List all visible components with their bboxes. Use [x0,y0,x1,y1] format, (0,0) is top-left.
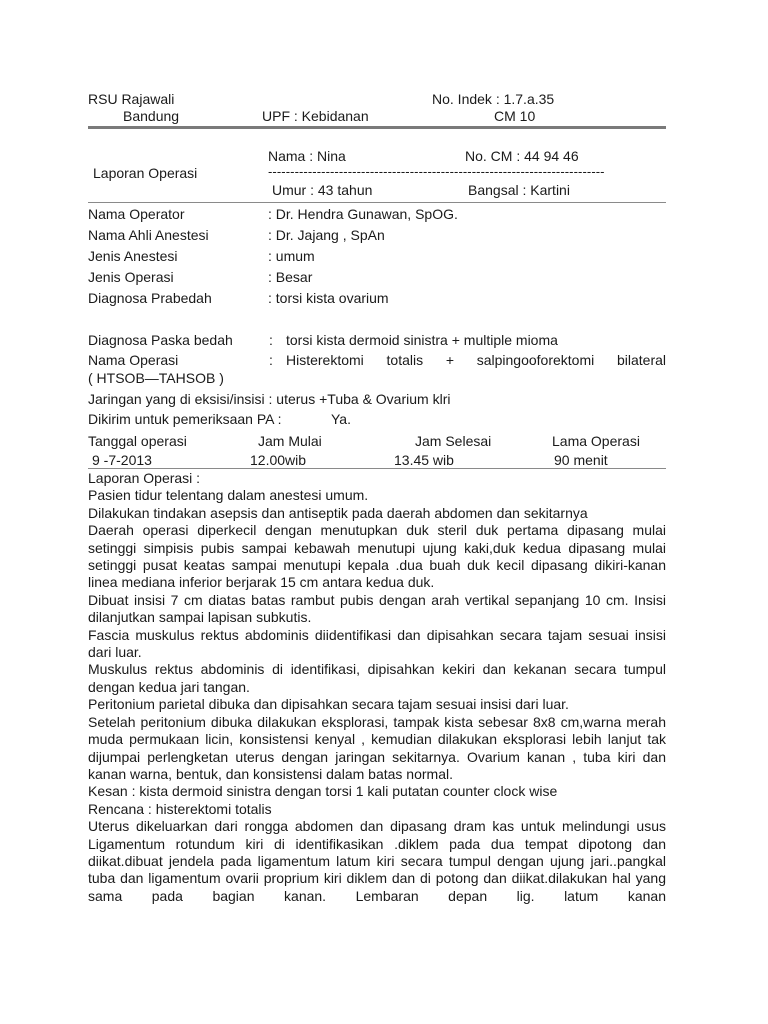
patient-cm-number: No. CM : 44 94 46 [465,148,579,164]
report-paragraph: Fascia muskulus rektus abdominis diidentifikasi dan dipisahkan secara tajam sesuai insisi dari luar. [88,626,666,661]
operation-name-value: Histerektomi totalis + salpingooforektomi bilateral [286,352,666,368]
report-body [88,470,666,905]
patient-name: Nama : Nina [268,148,346,164]
post-diagnosis-label: Diagnosa Paska bedah [88,332,233,348]
report-paragraph: Setelah peritonium dibuka dilakukan eksplorasi, tampak kista sebesar 8x8 cm,warna merah muda permukaan licin, konsistensi kenyal , kemudian dilakukan eksplorasi lebih lanjut tak dijumpai perlengketan uterus dengan jaringan sekitarnya. Ovarium kanan , tuba kiri dan kanan warna, bentuk, dan konsistensi dalam batas normal. [88,713,666,782]
field-value-pre-diagnosis: : torsi kista ovarium [268,290,389,306]
upf-label: UPF : Kebidanan [262,108,369,124]
schedule-value-start: 12.00wib [250,452,307,468]
schedule-header-end: Jam Selesai [415,433,492,449]
report-paragraph: Dibuat insisi 7 cm diatas batas rambut pubis dengan arah vertikal sepanjang 10 cm. Insisi dilanjutkan sampai lapisan subkutis. [88,591,666,626]
schedule-value-duration: 90 menit [554,452,608,468]
report-paragraph: Peritonium parietal dibuka dan dipisahkan secara tajam sesuai insisi dari luar. [88,696,569,713]
field-value-operation-type: : Besar [268,269,313,285]
field-value-anesthesia-type: : umum [268,248,315,264]
report-body-title: Laporan Operasi : [88,470,201,486]
hospital-city: Bandung [123,108,180,124]
report-paragraph: Uterus dikeluarkan dari rongga abdomen dan dipasang dram kas untuk melindungi usus Ligamentum rotundum kiri di identifikasikan .diklem pada dua tempat dipotong dan diikat.dibuat jendela pada ligamentum latum kiri secara tumpul dengan ujung jari..pangkal tuba dan ligamentum ovarii proprium kiri diklem dan di potong dan diikat.dilakukan hal yang sama pada bagian kanan. Lembaran depan lig. latum kanan [88,818,666,904]
field-label-anesthesiologist: Nama Ahli Anestesi [88,227,209,243]
report-paragraph: Dilakukan tindakan asepsis dan antiseptik pada daerah abdomen dan sekitarnya [88,504,588,521]
operation-name-colon: : [269,352,273,368]
schedule-value-date: 9 -7-2013 [92,452,152,468]
report-paragraph: Kesan : kista dermoid sinistra dengan torsi 1 kali putatan counter clock wise [88,783,558,800]
schedule-divider [88,468,666,469]
schedule-header-date: Tanggal operasi [88,433,187,449]
excised-tissue: Jaringan yang di eksisi/insisi : uterus +Tuba & Ovarium klri [88,391,451,407]
report-paragraph: Muskulus rektus abdominis di identifikasi, dipisahkan kekiri dan kekanan secara tumpul dengan kedua jari tangan. [88,661,666,695]
pa-sent-value: Ya. [331,411,351,427]
patient-age: Umur : 43 tahun [272,182,373,198]
operation-abbreviation: ( HTSOB—TAHSOB ) [88,370,224,386]
patient-divider [88,202,666,203]
dashed-separator: ---------------------------------------------------------------------------- [268,164,605,179]
pa-sent-label: Dikirim untuk pemeriksaan PA : [88,411,282,427]
index-number: No. Indek : 1.7.a.35 [432,91,555,107]
field-value-operator: : Dr. Hendra Gunawan, SpOG. [268,206,458,222]
field-label-pre-diagnosis: Diagnosa Prabedah [88,290,212,306]
report-paragraph: Rencana : histerektomi totalis [88,800,272,817]
field-value-anesthesiologist: : Dr. Jajang , SpAn [268,227,385,243]
schedule-header-start: Jam Mulai [258,433,322,449]
report-title: Laporan Operasi [93,165,198,181]
post-diagnosis-value: torsi kista dermoid sinistra + multiple mioma [286,332,558,348]
header-divider [88,126,666,129]
schedule-value-end: 13.45 wib [394,452,454,468]
cm-code: CM 10 [494,108,536,124]
post-diagnosis-colon: : [269,332,273,348]
patient-ward: Bangsal : Kartini [468,182,570,198]
report-paragraph: Daerah operasi diperkecil dengan menutupkan duk steril duk pertama dipasang mulai setinggi simpisis pubis sampai kebawah menutupi ujung kaki,duk kedua dipasang mulai setinggi pusat keatas sampai menutupi kepala .dua buah duk kecil dipasang dikiri-kanan linea mediana inferior berjarak 15 cm antara kedua duk. [88,522,666,591]
report-paragraph: Pasien tidur telentang dalam anestesi umum. [88,487,369,504]
operation-name-label: Nama Operasi [88,352,179,368]
field-label-operation-type: Jenis Operasi [88,269,174,285]
field-label-anesthesia-type: Jenis Anestesi [88,248,178,264]
schedule-header-duration: Lama Operasi [552,433,640,449]
hospital-name: RSU Rajawali [88,91,175,107]
field-label-operator: Nama Operator [88,206,185,222]
